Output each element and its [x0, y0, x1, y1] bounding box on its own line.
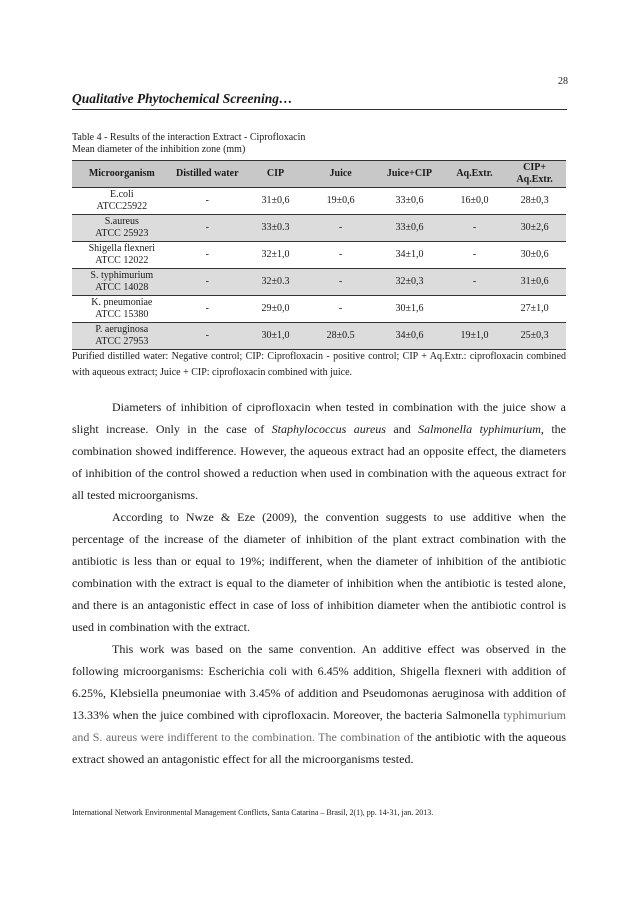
organism-strain: ATCC 27953	[95, 336, 149, 347]
cell-aq-extr	[446, 296, 503, 323]
body-text	[72, 396, 566, 770]
organism-name: S. typhimurium	[90, 270, 154, 281]
table-row	[72, 323, 566, 350]
cell-distilled-water: -	[205, 330, 209, 341]
organism-name: S.aureus	[104, 216, 139, 227]
header-juice: Juice	[329, 168, 352, 179]
table-header-row	[72, 161, 566, 188]
table-row	[72, 215, 566, 242]
page-footer: International Network Environmental Management Conflicts, Santa Catarina – Brasil, 2(1), pp. 14-31, jan. 2013.	[72, 808, 434, 817]
cell-juice-cip: 33±0,6	[395, 222, 424, 233]
paragraph-2: According to Nwze & Eze (2009), the convention suggests to use additive when the percentage of the increase of the diameter of inhibition of the plant extract combination with the antibiotic is less than or equal to 19%; indifferent, when the diameter of inhibition of the antibiotic combination with the extract is equal to the diameter of inhibition when the antibiotic is tested alone, and there is an antagonistic effect in case of loss of inhibition diameter when the antibiotic control is used in combination with the extract.	[72, 510, 566, 634]
cell-juice-cip: 34±1,0	[395, 249, 424, 260]
cell-aq-extr: -	[472, 276, 477, 287]
header-cip: CIP	[266, 168, 285, 179]
species-staphylococcus: Staphylococcus aureus	[271, 422, 386, 436]
table-caption-title: Table 4 - Results of the interaction Extract - Ciprofloxacin	[72, 132, 306, 143]
cell-aq-extr: -	[472, 222, 477, 233]
cell-organism	[72, 296, 172, 323]
organism-strain: ATCC 14028	[95, 282, 149, 293]
cell-cip: 33±0.3	[261, 222, 290, 233]
cell-juice-cip: 34±0,6	[395, 330, 424, 341]
cell-juice: -	[338, 222, 343, 233]
cell-cip-aq-extr: 30±0,6	[520, 249, 549, 260]
paragraph-1	[72, 396, 566, 506]
organism-strain: ATCC 25923	[95, 228, 149, 239]
cell-juice: -	[338, 303, 343, 314]
organism-strain: ATCC25922	[96, 201, 148, 212]
cell-cip: 32±1,0	[261, 249, 290, 260]
paragraph-3-text: This work was based on the same convention. An additive effect was observed in the following microorganisms: Escherichia coli with 6.45% addition, Shigella flexneri with addition of 6.25%, Klebsiella pneumoniae with 3.45% of addition and Pseudomonas aeruginosa with addition of 13.33% when the juice combined with ciprofloxacin. Moreover, the bacteria Salmonella	[72, 642, 566, 722]
paragraph-1-text: Diameters of inhibition of ciprofloxacin when tested in combination with the juice show a slight increase. Only in the case of	[72, 400, 566, 436]
running-head: Qualitative Phytochemical Screening…	[72, 91, 567, 110]
species-salmonella: Salmonella typhimurium	[418, 422, 541, 436]
cell-aq-extr: 19±1,0	[460, 330, 489, 341]
cell-cip-aq-extr: 28±0,3	[520, 195, 549, 206]
header-juice-cip: Juice+CIP	[386, 168, 433, 179]
cell-cip-aq-extr: 30±2,6	[520, 222, 549, 233]
cell-juice-cip: 30±1,6	[395, 303, 424, 314]
cell-organism	[72, 269, 172, 296]
cell-cip: 29±0,0	[261, 303, 290, 314]
cell-juice: -	[338, 249, 343, 260]
page-number: 28	[558, 76, 568, 87]
cell-cip-aq-extr: 27±1,0	[520, 303, 549, 314]
cell-organism	[72, 323, 172, 350]
paragraph-3-text-end: the antibiotic with the aqueous extract showed an antagonistic effect for all the microorganisms tested.	[72, 730, 566, 766]
results-table-container	[72, 160, 566, 350]
cell-juice-cip: 32±0,3	[395, 276, 424, 287]
cell-juice: 28±0.5	[326, 330, 355, 341]
organism-name: P. aeruginosa	[95, 324, 149, 335]
cell-organism	[72, 188, 172, 215]
cell-organism	[72, 215, 172, 242]
cell-distilled-water: -	[205, 249, 209, 260]
organism-name: Shigella flexneri	[88, 243, 155, 254]
table-caption-subtitle: Mean diameter of the inhibition zone (mm)	[72, 144, 246, 155]
cell-organism	[72, 242, 172, 269]
header-distilled-water: Distilled water	[176, 168, 239, 179]
table-caption	[72, 132, 572, 156]
cell-distilled-water: -	[205, 276, 209, 287]
paragraph-1-text-end: , the combination showed indifference. However, the aqueous extract had an opposite effect, the diameters of inhibition of the control showed a reduction when used in combination with the aqueous extract for all tested microorganisms.	[72, 422, 566, 502]
cell-cip-aq-extr: 25±0,3	[520, 330, 549, 341]
paragraph-3	[72, 638, 566, 770]
header-microorganism: Microorganism	[88, 168, 155, 179]
cell-juice-cip: 33±0,6	[395, 195, 424, 206]
cell-aq-extr: 16±0,0	[460, 195, 489, 206]
cell-aq-extr: -	[472, 249, 477, 260]
cell-distilled-water: -	[205, 222, 209, 233]
organism-name: E.coli	[110, 189, 134, 200]
cell-distilled-water: -	[205, 195, 209, 206]
cell-juice: 19±0,6	[326, 195, 355, 206]
table-row	[72, 188, 566, 215]
header-aq-extr: Aq.Extr.	[456, 168, 493, 179]
cell-distilled-water: -	[205, 303, 209, 314]
paragraph-3-grey-text: typhimurium and S. aureus were indifferent to the combination. The combination of	[72, 708, 566, 744]
cell-cip: 30±1,0	[261, 330, 290, 341]
paragraph-1-conjunction: and	[385, 422, 419, 436]
table-row	[72, 269, 566, 296]
cell-cip-aq-extr: 31±0,6	[520, 276, 549, 287]
cell-cip: 31±0,6	[261, 195, 290, 206]
table-row	[72, 242, 566, 269]
organism-strain: ATCC 12022	[95, 255, 149, 266]
cell-juice: -	[338, 276, 343, 287]
cell-cip: 32±0.3	[261, 276, 290, 287]
table-note: Purified distilled water: Negative control; CIP: Ciprofloxacin - positive control; CIP + Aq.Extr.: ciprofloxacin combined with aqueous extract; Juice + CIP: ciprofloxacin combined with juice.	[72, 351, 566, 378]
organism-strain: ATCC 15380	[95, 309, 149, 320]
header-cip-aq-extr: CIP+ Aq.Extr.	[516, 162, 553, 185]
organism-name: K. pneumoniae	[91, 297, 153, 308]
table-row	[72, 296, 566, 323]
results-table	[72, 160, 566, 350]
